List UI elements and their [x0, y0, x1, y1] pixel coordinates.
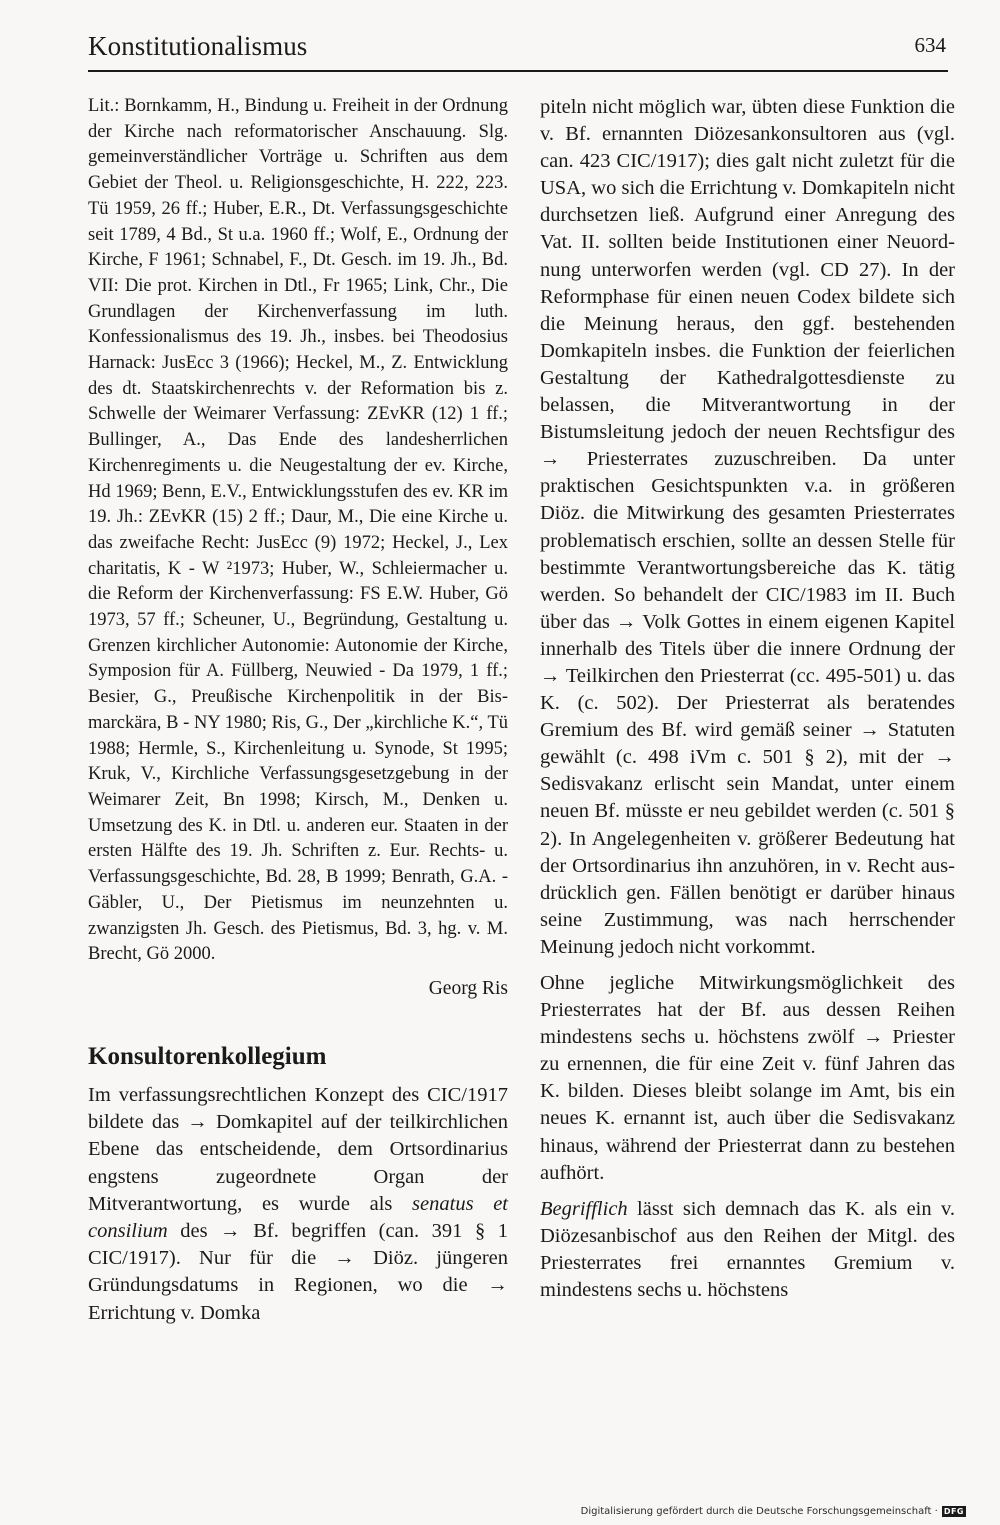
- paragraph-definition: [540, 1196, 955, 1304]
- article-intro-paragraph: [88, 1082, 508, 1327]
- author-signature: Georg Ris: [428, 977, 508, 999]
- page-number: 634: [914, 33, 946, 57]
- literature-list: Lit.: Bornkamm, H., Bindung u. Freiheit in der Ordnung der Kirche nach reformatorischer Anschauung. Slg. gemeinverständlicher Vorträge u. Schriften aus dem Gebiet der Theol. u. Religionsgeschichte, H. 222, 223. Tü 1959, 26 ff.; Huber, E.R., Dt. Verfassungsgeschichte seit 1789, 4 Bd., St u.a. 1960 ff.; Wolf, E., Ordnung der Kirche, F 1961; Schnabel, F., Dt. Gesch. im 19. Jh., Bd. VII: Die prot. Kirchen in Dtl., Fr 1965; Link, Chr., Die Grundlagen der Kirchenverfassung im luth. Konfessionalismus des 19. Jh., insbes. bei Theodosius Harnack: JusEcc 3 (1966); Heckel, M., Z. Entwicklung des dt. Staatskirchenrechts v. der Reformation bis z. Schwelle der Weimarer Verfassung: ZEvKR (12) 1 ff.; Bullinger, A., Das Ende des landesherrlichen Kirchenregiments u. die Neugestaltung der ev. Kirche, Hd 1969; Benn, E.V., Entwicklungsstufen des ev. KR im 19. Jh.: ZEvKR (15) 2 ff.; Daur, M., Die eine Kirche u. das zweifache Recht: JusEcc (9) 1972; Heckel, J., Lex charitatis, K - W ²1973; Huber, W., Schleiermacher u. die Reform der Kirchenverfassung: FS E.W. Huber, Gö 1973, 57 ff.; Scheuner, U., Begründung, Gestaltung u. Grenzen kirchlicher Autonomie: Autonomie der Kirche, Symposion für A. Füllberg, Neuwied - Da 1979, 1 ff.; Besier, G., Preußische Kirchenpolitik in der Bismarckära, B - NY 1980; Ris, G., Der „kirchliche K.“, Tü 1988; Hermle, S., Kirchenleitung u. Synode, St 1995; Kruk, V., Kirchliche Verfassungsgesetzgebung in der Weimarer Zeit, Bn 1998; Kirsch, M., Denken u. Umsetzung des K. in Dtl. u. anderen eur. Staaten in der ersten Hälfte des 19. Jh. Schriften z. Eur. Rechts- u. Verfassungsgeschichte, Bd. 28, B 1999; Benrath, G.A. - Gäbler, U., Der Pietismus im neunzehnten u. zwanzigsten Jh. Gesch. des Pietismus, Bd. 3, hg. v. M. Brecht, Gö 2000.: [88, 96, 508, 965]
- digitization-credit: [581, 1506, 966, 1517]
- paragraph-appointment: Ohne jegliche Mitwirkungsmöglichkeit des Priesterrates hat der Bf. aus dessen Reihen mindestens sechs u. höchstens zwölf → Priester zu ernennen, die für eine Zeit v. fünf Jahren das K. bilden. Dieses bleibt solange im Amt, bis ein neues K. ernannt ist, auch über die Sedisvakanz hinaus, während der Priesterrat dann zu bestehen aufhört.: [540, 972, 955, 1184]
- intro-text-end: des → Bf. begriffen (can. 391 § 1 CIC/1917). Nur für die → Diöz. jüngeren Gründungsdatums in Regionen, wo die → Errichtung v. Domka: [88, 1219, 508, 1324]
- running-header: [88, 28, 948, 72]
- dfg-logo: DFG: [943, 1507, 964, 1516]
- credit-text: Digitalisierung gefördert durch die Deutsche Forschungsgemeinschaft ·: [580, 1506, 938, 1517]
- running-title: Konstitutionalismus: [88, 31, 308, 61]
- left-column: [88, 94, 508, 1327]
- intro-latin-term: senatus et consilium: [88, 1192, 509, 1242]
- article-title: Konsultorenkollegium: [88, 1042, 327, 1070]
- definition-text: lässt sich demnach das K. als ein v. Diözesanbischof aus den Reihen der Mitgl. des Priesterrates frei ernanntes Gremium v. mindestens sechs u. höchstens: [540, 1197, 955, 1302]
- definition-term: Begrifflich: [540, 1197, 628, 1220]
- paragraph-continued: piteln nicht möglich war, übten diese Funktion die v. Bf. ernannten Diözesankonsultoren aus (vgl. can. 423 CIC/1917); dies galt nicht zuletzt für die USA, wo sich die Errichtung v. Domkapiteln nicht durchsetzen ließ. Aufgrund einer Anregung des Vat. II. sollten beide Institutionen einer Neuordnung unterworfen werden (vgl. CD 27). In der Reformphase für einen neuen Codex bildete sich die Meinung heraus, den ggf. bestehenden Domkapiteln insbes. die Funktion der feierlichen Gestaltung der Kathedralgottesdienste zu belassen, die Mitverantwortung in der Bistumsleitung jedoch der neuen Rechtsfigur des → Priesterrates zuzuschreiben. Da unter praktischen Gesichtspunkten v.a. in größeren Diöz. die Mitwirkung des gesamten Priesterrates problematisch erschien, sollte an dessen Stelle für bestimmte Verantwortungsbereiche das K. tätig werden. So behandelt der CIC/1983 im II. Buch über das → Volk Gottes in einem eigenen Kapitel innerhalb des Titels über die innere Ordnung der → Teilkirchen den Priesterrat (cc. 495-501) u. das K. (c. 502). Der Priesterrat als beratendes Gremium des Bf. wird gemäß seiner → Statuten gewählt (c. 498 iVm c. 501 § 2), mit der → Sedisvakanz erlischt sein Mandat, unter einem neuen Bf. müsste er neu gebildet werden (c. 501 § 2). In Angelegenheiten v. größerer Bedeutung hat der Ortsordinarius ihn anzuhören, in v. Recht ausdrücklich gen. Fällen benötigt er darüber hinaus seine Zustimmung, was nach herrschender Meinung jedoch nicht vorkommt.: [540, 96, 955, 958]
- right-column: [540, 94, 955, 1304]
- intro-text-start: Im verfassungsrechtlichen Konzept des CIC/1917 bildete das → Domkapitel auf der teilkirchlichen Ebene das entscheidende, dem Ortsordinarius engstens zugeordnete Organ der Mitverantwortung, es wurde als: [88, 1083, 508, 1215]
